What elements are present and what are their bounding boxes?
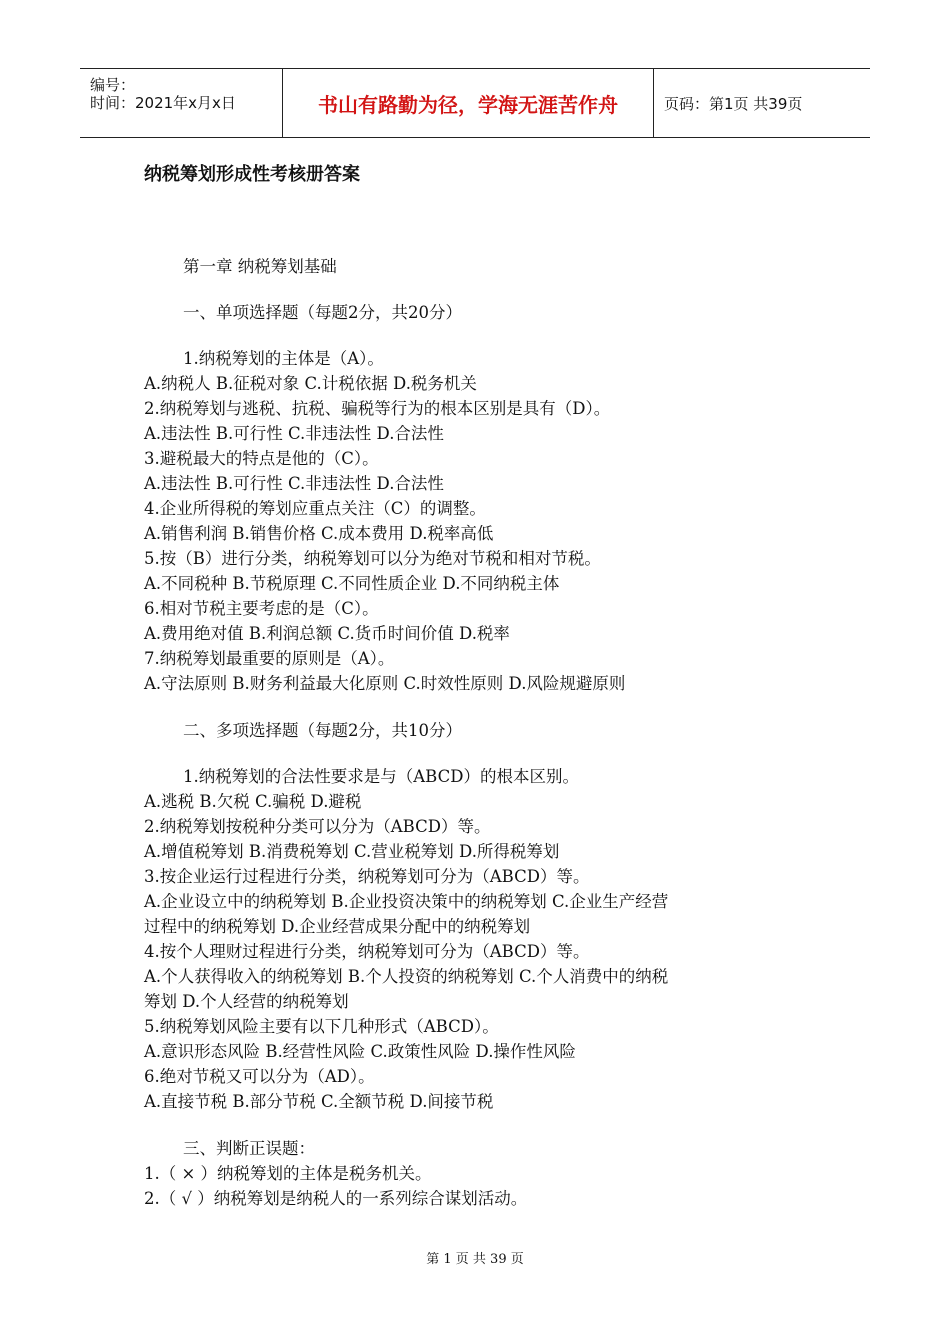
options-line: A.个人获得收入的纳税筹划 B.个人投资的纳税筹划 C.个人消费中的纳税: [144, 967, 669, 986]
number-label: 编号：: [90, 76, 136, 94]
question-line: 4.企业所得税的筹划应重点关注（C）的调整。: [144, 499, 486, 518]
options-line: A.守法原则 B.财务利益最大化原则 C.时效性原则 D.风险规避原则: [144, 674, 626, 693]
judgement-line: 1.（ × ）纳税筹划的主体是税务机关。: [144, 1164, 432, 1183]
page-info: 页码：第1页 共39页: [664, 94, 803, 113]
question-line: 2.纳税筹划与逃税、抗税、骗税等行为的根本区别是具有（D）。: [144, 399, 611, 418]
judgement-line: 2.（ √ ）纳税筹划是纳税人的一系列综合谋划活动。: [144, 1189, 528, 1208]
options-line: A.意识形态风险 B.经营性风险 C.政策性风险 D.操作性风险: [144, 1042, 576, 1061]
options-line: 过程中的纳税筹划 D.企业经营成果分配中的纳税筹划: [144, 917, 531, 936]
question-line: 5.按（B）进行分类，纳税筹划可以分为绝对节税和相对节税。: [144, 549, 601, 568]
section-heading: 二、多项选择题（每题2分，共10分）: [183, 721, 462, 740]
document-title: 纳税筹划形成性考核册答案: [144, 164, 360, 185]
header-meta-cell: [80, 69, 283, 137]
options-line: A.费用绝对值 B.利润总额 C.货币时间价值 D.税率: [144, 624, 510, 643]
date-label: 时间：2021年x月x日: [90, 94, 236, 112]
options-line: A.直接节税 B.部分节税 C.全额节税 D.间接节税: [144, 1092, 494, 1111]
section-heading: 一、单项选择题（每题2分，共20分）: [183, 303, 462, 322]
options-line: A.违法性 B.可行性 C.非违法性 D.合法性: [144, 424, 444, 443]
question-line: 1.纳税筹划的主体是（A）。: [183, 349, 384, 368]
options-line: 筹划 D.个人经营的纳税筹划: [144, 992, 349, 1011]
question-line: 4.按个人理财过程进行分类，纳税筹划可分为（ABCD）等。: [144, 942, 590, 961]
question-line: 3.避税最大的特点是他的（C）。: [144, 449, 379, 468]
page-footer: 第 1 页 共 39 页: [426, 1252, 524, 1267]
options-line: A.违法性 B.可行性 C.非违法性 D.合法性: [144, 474, 444, 493]
options-line: A.增值税筹划 B.消费税筹划 C.营业税筹划 D.所得税筹划: [144, 842, 560, 861]
question-line: 6.相对节税主要考虑的是（C）。: [144, 599, 379, 618]
options-line: A.企业设立中的纳税筹划 B.企业投资决策中的纳税筹划 C.企业生产经营: [144, 892, 669, 911]
question-line: 5.纳税筹划风险主要有以下几种形式（ABCD）。: [144, 1017, 499, 1036]
motto: 书山有路勤为径，学海无涯苦作舟: [283, 69, 654, 137]
options-line: A.不同税种 B.节税原理 C.不同性质企业 D.不同纳税主体: [144, 574, 560, 593]
options-line: A.销售利润 B.销售价格 C.成本费用 D.税率高低: [144, 524, 494, 543]
header-table: [80, 68, 870, 138]
question-line: 7.纳税筹划最重要的原则是（A）。: [144, 649, 395, 668]
question-line: 3.按企业运行过程进行分类，纳税筹划可分为（ABCD）等。: [144, 867, 590, 886]
question-line: 2.纳税筹划按税种分类可以分为（ABCD）等。: [144, 817, 491, 836]
options-line: A.纳税人 B.征税对象 C.计税依据 D.税务机关: [144, 374, 477, 393]
question-line: 6.绝对节税又可以分为（AD）。: [144, 1067, 375, 1086]
options-line: A.逃税 B.欠税 C.骗税 D.避税: [144, 792, 362, 811]
chapter-heading: 第一章 纳税筹划基础: [183, 257, 337, 276]
question-line: 1.纳税筹划的合法性要求是与（ABCD）的根本区别。: [183, 767, 579, 786]
section-heading: 三、判断正误题：: [183, 1139, 315, 1158]
